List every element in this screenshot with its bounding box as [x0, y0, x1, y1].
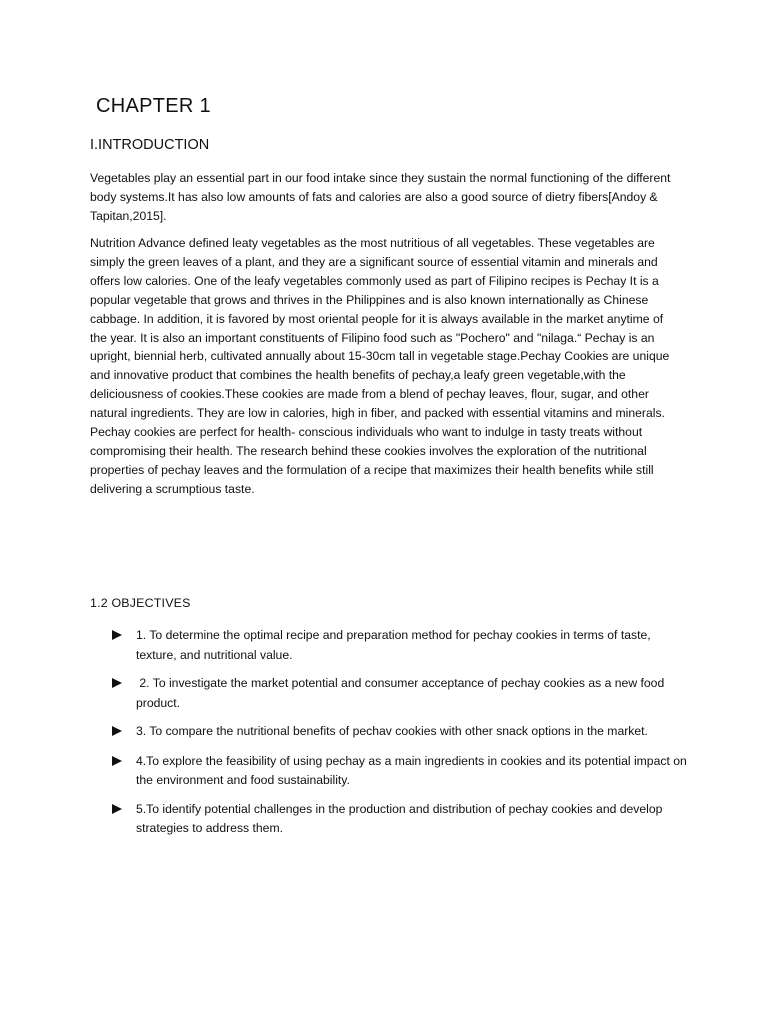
objective-text: 5.To identify potential challenges in the production and distribution of pechay cookies and develop strategies to address them. — [136, 801, 666, 835]
objective-text: 4.To explore the feasibility of using pechay as a main ingredients in cookies and its potential impact on the environment and food sustainability. — [136, 753, 691, 787]
triangle-bullet-icon — [112, 756, 122, 766]
triangle-bullet-icon — [112, 804, 122, 814]
objective-item — [112, 674, 692, 713]
objective-text: 3. To compare the nutritional benefits of pechav cookies with other snack options in the market. — [136, 724, 648, 738]
triangle-bullet-icon — [112, 630, 122, 640]
triangle-bullet-icon — [112, 678, 122, 688]
objective-item — [112, 800, 692, 839]
section-heading-introduction: I.INTRODUCTION — [90, 137, 210, 153]
objectives-heading: 1.2 OBJECTIVES — [90, 596, 191, 610]
objective-text: 1. To determine the optimal recipe and preparation method for pechay cookies in terms of taste, texture, and nutritional value. — [136, 628, 655, 662]
intro-paragraph-2: Nutrition Advance defined leaty vegetables as the most nutritious of all vegetables. These vegetables are simply the green leaves of a plant, and they are a significant source of essential vitamin and minerals and offers low calories. One of the leafy vegetables commonly used as part of Filipino recipes is Pechay It is a popular vegetable that grows and thrives in the Philippines and is also known internationally as Chinese cabbage. In addition, it is favored by most oriental people for it is always available in the market anytime of the year. It is also an important constituents of Filipino food such as "Pochero" and "nilaga.“ Pechay is an upright, biennial herb, cultivated annually about 15-30cm tall in vegetable stage.Pechay Cookies are unique and innovative product that combines the health benefits of pechay,a leafy green vegetable,with the deliciousness of cookies.These cookies are made from a blend of pechay leaves, flour, sugar, and other natural ingredients. They are low in calories, high in fiber, and packed with essential vitamins and minerals. Pechay cookies are perfect for health- conscious individuals who want to indulge in tasty treats without compromising their health. The research behind these cookies involves the exploration of the nutritional properties of pechay leaves and the formulation of a recipe that maximizes their health benefits while still delivering a scrumptious taste. — [90, 236, 670, 496]
objective-text: 2. To investigate the market potential and consumer acceptance of pechay cookies as a new food product. — [136, 676, 668, 710]
objective-item — [112, 722, 692, 742]
intro-paragraph-1: Vegetables play an essential part in our food intake since they sustain the normal functioning of the different body systems.It has also low amounts of fats and calories are also a good source of dietry fibers[Andoy & Tapitan,2015]. — [90, 171, 671, 223]
objective-item — [112, 752, 692, 791]
triangle-bullet-icon — [112, 726, 122, 736]
chapter-title: CHAPTER 1 — [96, 95, 211, 117]
objectives-list — [112, 626, 692, 848]
objective-item — [112, 626, 692, 665]
